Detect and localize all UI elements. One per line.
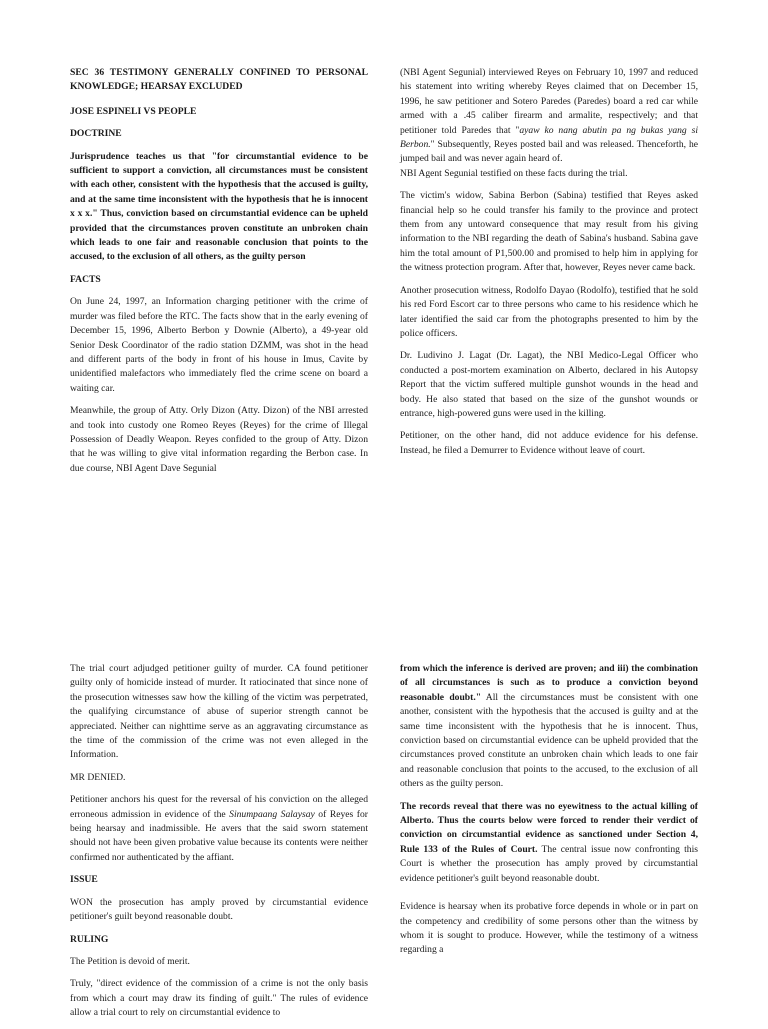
text-run: Petitioner anchors his quest for the reversal of his conviction on the alleged erroneous admission in evidence of the [70, 794, 368, 820]
body-paragraph: The trial court adjudged petitioner guilty of murder. CA found petitioner guilty only of homicide instead of murder. It ratiocinated that since none of the prosecution witnesses saw how the killing of the victim was perpetrated, the qualifying circumstance of abuse of superior strength cannot be appreciated. Neither can nighttime serve as an aggravating circumstance as the time of the commission of the crime was not even alleged in the Information. [70, 663, 368, 761]
page-2-left-column [70, 662, 368, 1029]
facts-paragraph: The victim's widow, Sabina Berbon (Sabina) testified that Reyes asked financial help so he could transfer his family to the province and protect them from any untoward consequence that may result from his giving information to the NBI regarding the death of Sabina's husband. Sabina gave him the total amount of P1,500.00 and promised to help him in applying for the witness protection program. After that, however, Reyes never came back. [400, 190, 698, 274]
facts-paragraph: NBI Agent Segunial testified on these facts during the trial. [400, 167, 628, 179]
facts-paragraph: Petitioner, on the other hand, did not adduce evidence for his defense. Instead, he filed a Demurrer to Evidence without leave of court. [400, 430, 698, 456]
ruling-paragraph: Truly, "direct evidence of the commission of a crime is not the only basis from which a court may draw its finding of guilt." The rules of evidence allow a trial court to rely on circumstantial evidence to [70, 978, 368, 1019]
doctrine-text: Jurisprudence teaches us that "for circumstantial evidence to be sufficient to support a conviction, all circumstances must be consistent with each other, consistent with the hypothesis that the accused is guilty, and at the same time inconsistent with the hypothesis that he is innocent x x x." Thus, conviction based on circumstantial evidence can be upheld provided that the circumstances proven constitute an unbroken chain which leads to one fair and reasonable conclusion that points to the accused, to the exclusion of all others, as the guilty person [70, 150, 368, 263]
section-title: SEC 36 TESTIMONY GENERALLY CONFINED TO PERSONAL KNOWLEDGE; HEARSAY EXCLUDED [70, 67, 368, 93]
bold-text: from which the inference is derived are proven; and iii) the combination of all circumstances is such as to produce a conviction beyond reasonable doubt." [400, 663, 698, 703]
body-paragraph: MR DENIED. [70, 771, 126, 783]
page-1-left-column [70, 66, 368, 484]
text-run: (NBI Agent Segunial) interviewed Reyes on February 10, 1997 and reduced his statement into writing whereby Reyes claimed that on December 15, 1996, he saw petitioner and Sotero Paredes (Paredes) board a red car while armed with a .45 caliber firearm and armalite, respectively; and that petitioner told Paredes that " [400, 67, 698, 136]
facts-paragraph: Another prosecution witness, Rodolfo Dayao (Rodolfo), testified that he sold his red Ford Escort car to three persons who came to his residence which he later identified the said car from the photographs presented to him by the police officers. [400, 284, 698, 339]
facts-paragraph [400, 66, 698, 167]
text-run: All the circumstances must be consistent with one another, consistent with the hypothesis that the accused is guilty and at the same time inconsistent with the hypothesis that he is innocent. Thus, conviction based on circumstantial evidence can be upheld provided that the circumstances proved constitute an unbroken chain which leads to one fair and reasonable conclusion that points to the accused, to the exclusion of all others as the guilty person. [400, 691, 699, 790]
italic-quote: ayaw ko nang abutin pa ng bukas yang si Berbon. [400, 124, 698, 151]
facts-paragraph: Meanwhile, the group of Atty. Orly Dizon (Atty. Dizon) of the NBI arrested and took into custody one Romeo Reyes (Reyes) for the crime of Illegal Possession of Deadly Weapon. Reyes confided to the group of Atty. Dizon that he was willing to give vital information regarding the Berbon case. In due course, NBI Agent Dave Segunial [70, 405, 368, 474]
ruling-paragraph [400, 800, 698, 886]
issue-text: WON the prosecution has amply proved by circumstantial evidence petitioner's guilt beyond reasonable doubt. [70, 896, 368, 923]
page-2 [0, 650, 768, 1024]
text-run: of Reyes for being hearsay and inadmissible. He avers that the said sworn statement should not have been given probative value because its contents were neither confirmed nor authenticated by the affiant. [70, 808, 368, 863]
text-run: " Subsequently, Reyes posted bail and was released. Thenceforth, he jumped bail and was never again heard of. [400, 139, 698, 165]
page-1-right-column [400, 66, 698, 466]
italic-term: Sinumpaang Salaysay [229, 808, 315, 820]
ruling-paragraph: The Petition is devoid of merit. [70, 955, 190, 967]
doctrine-heading: DOCTRINE [70, 128, 122, 140]
facts-paragraph: Dr. Ludivino J. Lagat (Dr. Lagat), the NBI Medico-Legal Officer who conducted a post-mortem examination on Alberto, declared in his Autopsy Report that the victim suffered multiple gunshot wounds in the head and body. He also stated that based on the size of the gunshot wounds or entrance, high-powered guns were used in the killing. [400, 350, 698, 419]
issue-heading: ISSUE [70, 874, 98, 886]
body-paragraph [70, 793, 368, 865]
ruling-heading: RULING [70, 933, 109, 945]
page-2-right-column [400, 662, 698, 966]
bold-text: The records reveal that there was no eyewitness to the actual killing of Alberto. Thus the courts below were forced to render their verdict of conviction on circumstantial evidence as sanctioned under Section 4, Rule 133 of the Rules of Court. [400, 800, 698, 855]
ruling-paragraph: Evidence is hearsay when its probative force depends in whole or in part on the competency and credibility of some persons other than the witness by whom it is sought to produce. However, while the testimony of a witness regarding a [400, 901, 698, 956]
case-title: JOSE ESPINELI VS PEOPLE [70, 105, 197, 117]
ruling-paragraph [400, 662, 698, 792]
facts-heading: FACTS [70, 273, 101, 285]
facts-paragraph: On June 24, 1997, an Information charging petitioner with the crime of murder was filed before the RTC. The facts show that in the early evening of December 15, 1996, Alberto Berbon y Downie (Alberto), a 49-year old Senior Desk Coordinator of the radio station DZMM, was shot in the head and different parts of the body in front of his house in Imus, Cavite by unidentified malefactors who immediately fled the crime scene on board a waiting car. [70, 296, 368, 394]
text-run: The central issue now confronting this Court is whether the prosecution has amply proved by circumstantial evidence petitioner's guilt beyond reasonable doubt. [400, 843, 699, 884]
